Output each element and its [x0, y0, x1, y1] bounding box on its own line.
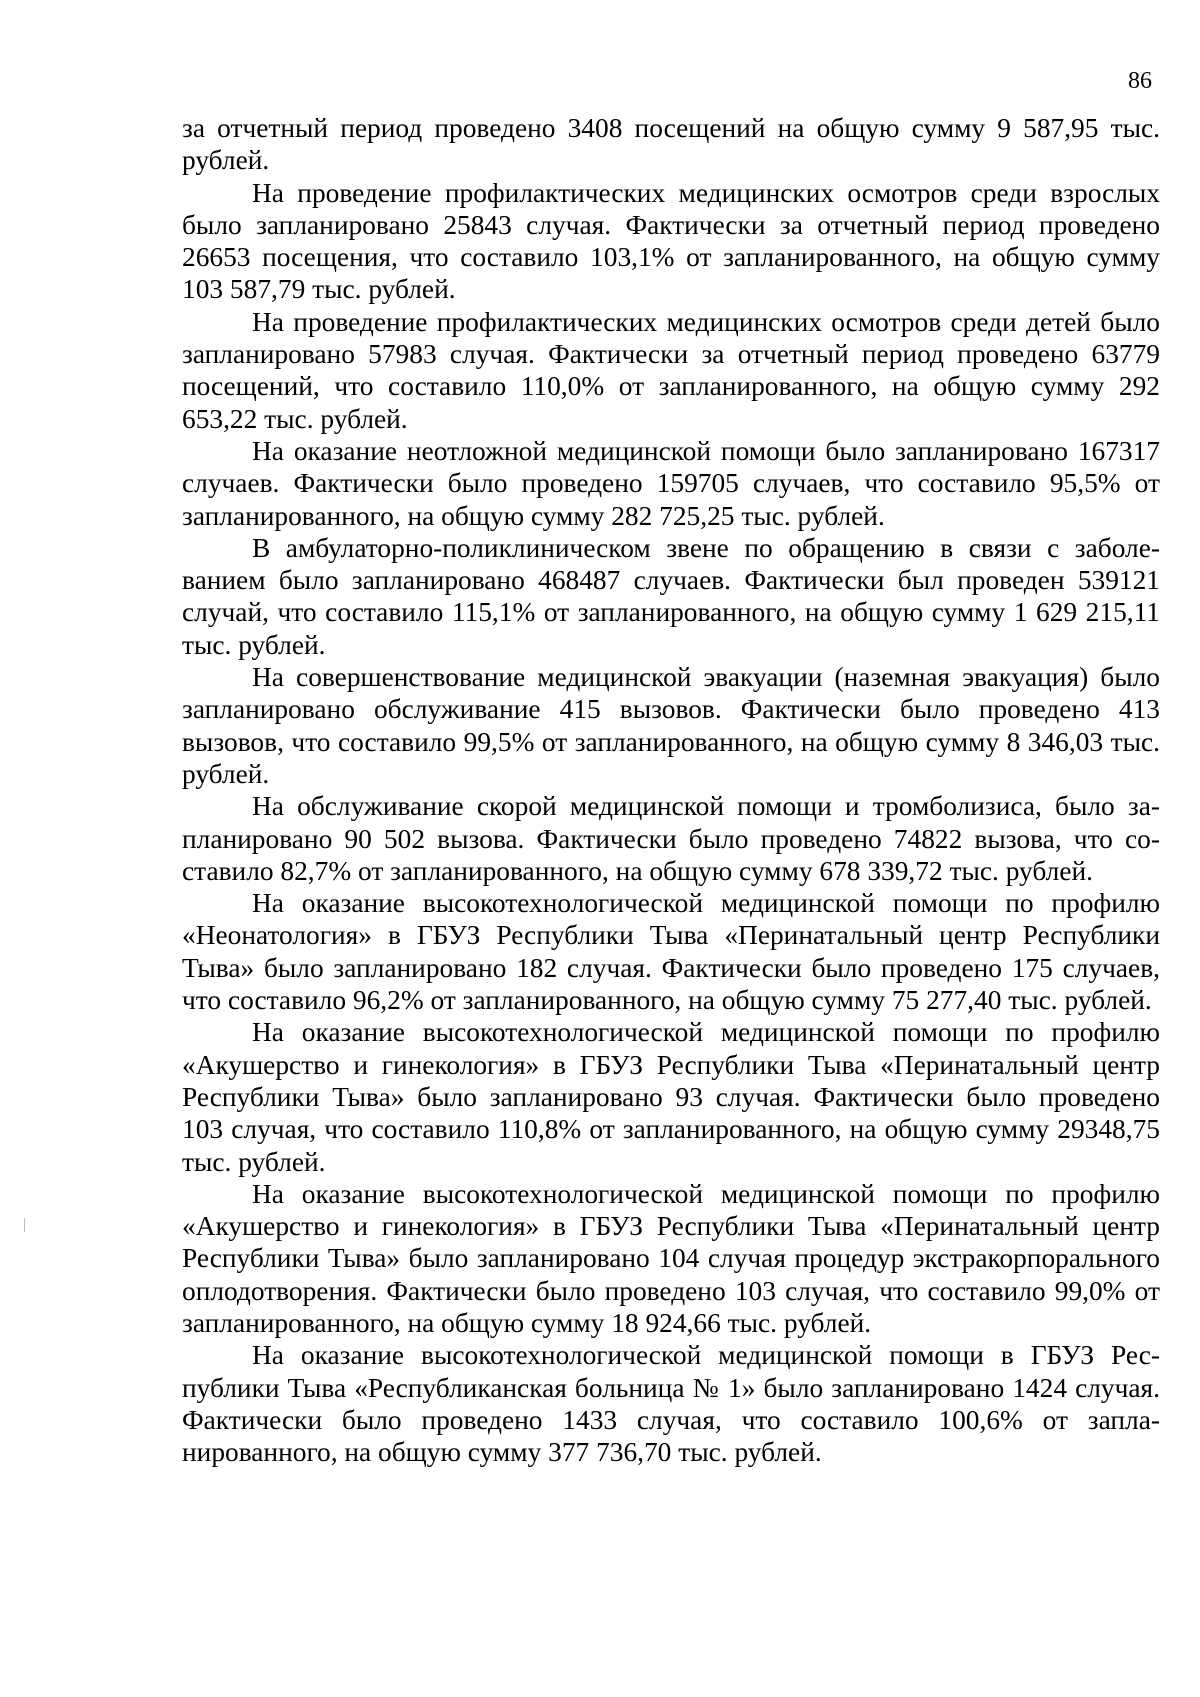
document-body [182, 112, 1160, 1468]
paragraph: На проведение профилактических медицинских осмотров среди взрослых было запланировано 25843 случая. Фактически за отчетный период проведено 26653 посещения, что составило 103,1% от запланированного, на общую сумму 103 587,79 тыс. рублей. [182, 177, 1160, 305]
paragraph: На оказание высокотехнологической медицинской помощи по профилю «Акушерство и гинекология» в ГБУЗ Республики Тыва «Перинатальный центр Республики Тыва» было запланировано 104 случая процедур экстракорпорального оплодотворения. Фактически было проведено 103 случая, что составило 99,0% от запланированного, на общую сумму 18 924,66 тыс. рублей. [182, 1178, 1160, 1338]
paragraph: На оказание высокотехнологической медицинской помощи по профилю «Акушерство и гинекология» в ГБУЗ Республики Тыва «Перинатальный центр Республики Тыва» было запланировано 93 случая. Фактически было проведено 103 случая, что составило 110,8% от запланированного, на общую сумму 29348,75 тыс. рублей. [182, 1017, 1160, 1177]
paragraph: На оказание неотложной медицинской помощи было запланировано 167317 случаев. Фактически было проведено 159705 случаев, что составило 95,5% от запланированного, на общую сумму 282 725,25 тыс. рублей. [182, 435, 1160, 531]
paragraph: На проведение профилактических медицинских осмотров среди детей было запланировано 57983 случая. Фактически за отчетный период проведено 63779 посещений, что составило 110,0% от запланированного, на общую сумму 292 653,22 тыс. рублей. [182, 306, 1160, 434]
scan-edge-mark [24, 1218, 25, 1232]
paragraph: На совершенствование медицинской эвакуации (наземная эвакуация) было запланировано обслуживание 415 вызовов. Фактически было проведено 413 вызовов, что составило 99,5% от запланированного, на общую сумму 8 346,03 тыс. рублей. [182, 662, 1160, 789]
paragraph: На обслуживание скорой медицинской помощи и тромболизиса, было запланировано 90 502 вызова. Фактически было проведено 74822 вызова, что составило 82,7% от запланированного, на общую сумму 678 339,72 тыс. рублей. [182, 791, 1160, 886]
paragraph: за отчетный период проведено 3408 посещений на общую сумму 9 587,95 тыс. рублей. [182, 113, 1160, 176]
page-number: 86 [1128, 68, 1152, 94]
paragraph: На оказание высокотехнологической медицинской помощи по профилю «Неонатология» в ГБУЗ Республики Тыва «Перинатальный центр Республики Тыва» было запланировано 182 случая. Фактически было проведено 175 случаев, что составило 96,2% от запланированного, на общую сумму 75 277,40 тыс. рублей. [182, 888, 1160, 1016]
paragraph: В амбулаторно-поликлиническом звене по обращению в связи с заболеванием было запланировано 468487 случаев. Фактически был проведен 539121 случай, что составило 115,1% от запланированного, на общую сумму 1 629 215,11 тыс. рублей. [182, 532, 1160, 660]
paragraph: На оказание высокотехнологической медицинской помощи в ГБУЗ Республики Тыва «Республиканская больница № 1» было запланировано 1424 случая. Фактически было проведено 1433 случая, что составило 100,6% от запланированного, на общую сумму 377 736,70 тыс. рублей. [182, 1340, 1160, 1468]
